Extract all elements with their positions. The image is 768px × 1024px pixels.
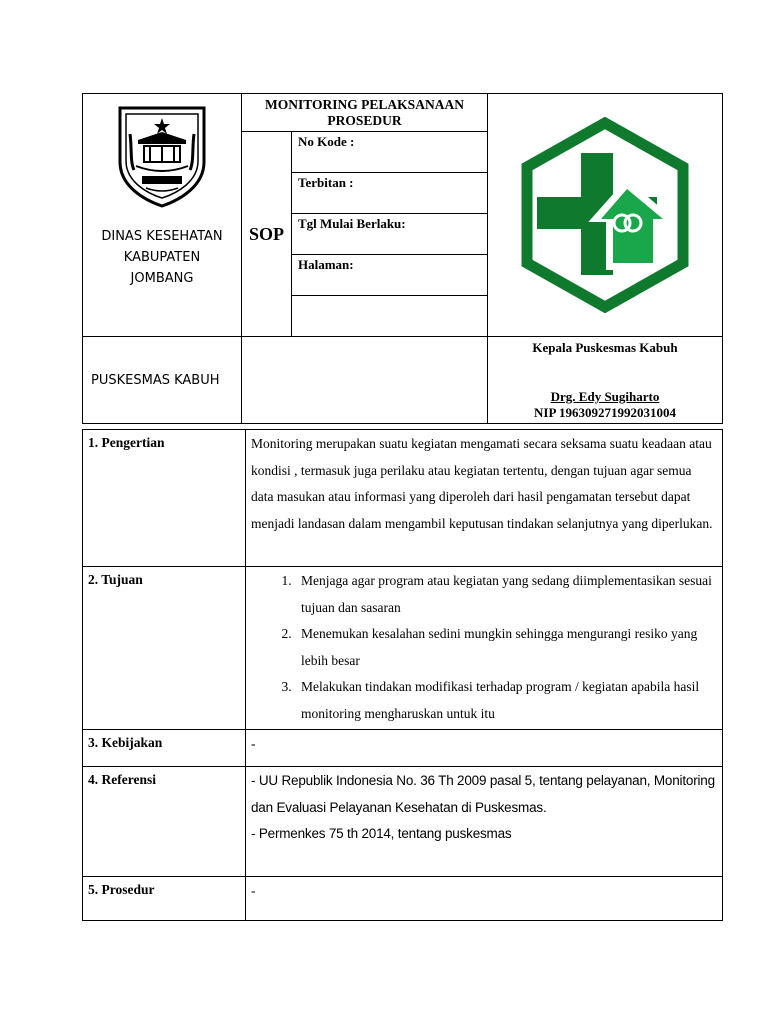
sop-content-table <box>82 429 723 921</box>
signatory-title: Kepala Puskesmas Kabuh <box>532 340 678 355</box>
referensi-line-1: - UU Republik Indonesia No. 36 Th 2009 pasal 5, tentang pelayanan, Monitoring dan Evaluasi Pelayanan Kesehatan di Puskesmas. <box>251 773 715 815</box>
kebijakan-text: - <box>246 730 723 767</box>
tujuan-item-3: 3. Melakukan tindakan modifikasi terhadap program / kegiatan apabila hasil monitoring mengharuskan untuk itu <box>295 674 716 727</box>
puskesmas-name: PUSKESMAS KABUH <box>83 337 242 424</box>
field-terbitan: Terbitan : <box>292 173 488 214</box>
department-cell <box>83 94 242 337</box>
blank-cell <box>242 337 488 424</box>
puskesmas-logo <box>515 117 695 313</box>
jombang-crest-logo <box>116 104 208 208</box>
prosedur-label: 5. Prosedur <box>83 877 246 921</box>
department-line-3: JOMBANG <box>130 271 194 286</box>
prosedur-text: - <box>246 877 723 921</box>
tujuan-list-cell <box>246 567 723 730</box>
logo-cell <box>488 94 723 337</box>
tujuan-item-2: 2. Menemukan kesalahan sedini mungkin sehingga mengurangi resiko yang lebih besar <box>295 621 716 674</box>
department-line-1: DINAS KESEHATAN <box>101 229 223 244</box>
signatory-name: Drg. Edy Sugiharto <box>550 389 660 404</box>
field-empty <box>292 296 488 337</box>
tujuan-label: 2. Tujuan <box>83 567 246 730</box>
tujuan-list <box>251 568 716 727</box>
pengertian-text: Monitoring merupakan suatu kegiatan mengamati secara seksama suatu keadaan atau kondisi , termasuk juga perilaku atau kegiatan tertentu, dengan tujuan agar semua data masukan atau informasi yang diperoleh dari hasil pengamatan tersebut dapat menjadi landasan dalam mengambil keputusan tindakan selanjutnya yang diperlukan. <box>246 430 723 567</box>
document-title: MONITORING PELAKSANAAN PROSEDUR <box>242 94 488 132</box>
field-halaman: Halaman: <box>292 255 488 296</box>
sop-header-table <box>82 93 723 424</box>
field-no-kode: No Kode : <box>292 132 488 173</box>
signatory-block <box>488 337 723 424</box>
field-tgl-mulai-berlaku: Tgl Mulai Berlaku: <box>292 214 488 255</box>
sop-label: SOP <box>242 132 292 337</box>
tujuan-item-1: 1. Menjaga agar program atau kegiatan yang sedang diimplementasikan sesuai tujuan dan sasaran <box>295 568 716 621</box>
pengertian-label: 1. Pengertian <box>83 430 246 567</box>
referensi-label: 4. Referensi <box>83 767 246 877</box>
signatory-nip: NIP 196309271992031004 <box>534 405 676 420</box>
kebijakan-label: 3. Kebijakan <box>83 730 246 767</box>
department-line-2: KABUPATEN <box>123 250 201 265</box>
department-name <box>83 226 241 289</box>
referensi-line-2: - Permenkes 75 th 2014, tentang puskesmas <box>251 826 512 841</box>
referensi-cell <box>246 767 723 877</box>
